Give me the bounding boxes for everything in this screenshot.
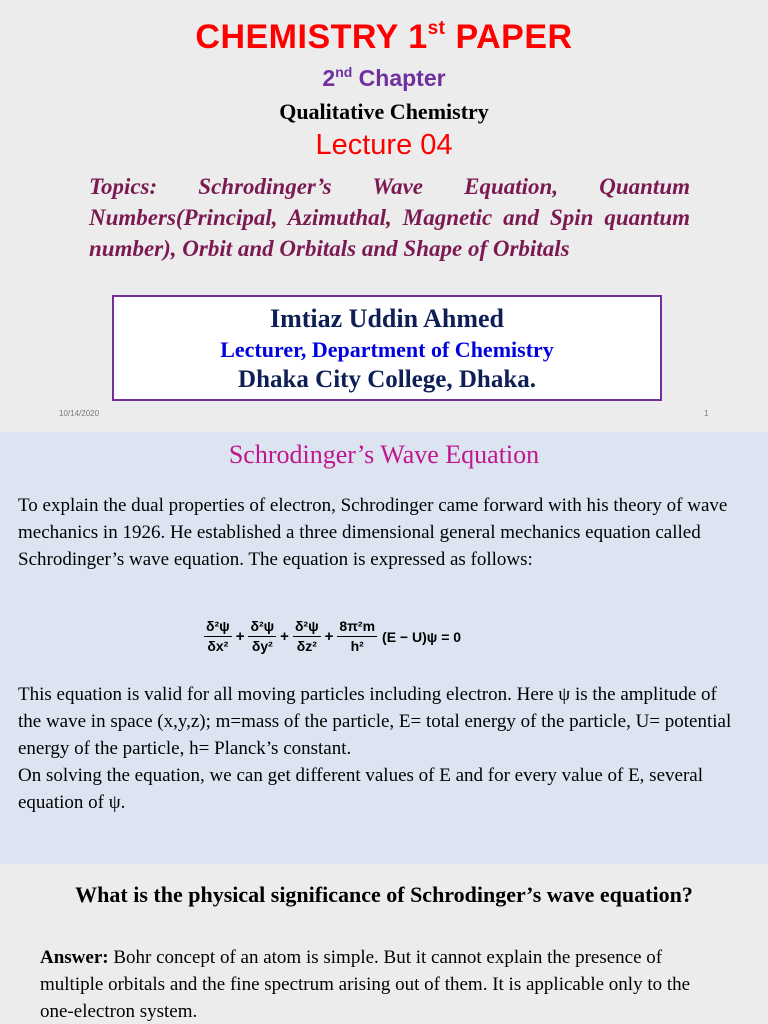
- course-title: [0, 18, 768, 57]
- author-college: Dhaka City College, Dhaka.: [238, 366, 536, 393]
- slide-page-number: 1: [704, 409, 709, 418]
- course-title-sup: st: [427, 18, 446, 39]
- fraction-x: [204, 618, 232, 655]
- plus-sign: +: [280, 628, 289, 645]
- fraction-x-numerator: δ²ψ: [204, 618, 232, 637]
- question-heading: What is the physical significance of Schrodinger’s wave equation?: [75, 882, 693, 907]
- fraction-constant-numerator: 8π²m: [337, 618, 377, 637]
- author-position: Lecturer, Department of Chemistry: [220, 337, 554, 362]
- title-slide: [0, 0, 768, 430]
- fraction-y: [248, 618, 276, 655]
- plus-sign: +: [324, 628, 334, 645]
- lecture-number: Lecture 04: [315, 129, 453, 161]
- answer-label: Answer:: [40, 947, 109, 968]
- author-name: Imtiaz Uddin Ahmed: [269, 304, 505, 333]
- slide-date: 10/14/2020: [59, 409, 100, 418]
- answer-paragraph: [40, 944, 716, 1024]
- fraction-z-denominator: δz²: [296, 638, 317, 654]
- topics-text: Topics: Schrodinger’s Wave Equation, Quantum Numbers(Principal, Azimuthal, Magnetic and Spin quantum number), Orbit and Orbitals and Shape of Orbitals: [89, 174, 690, 261]
- course-title-rest: PAPER: [445, 18, 573, 56]
- fraction-z: [293, 618, 321, 655]
- course-title-main: CHEMISTRY 1: [195, 18, 428, 56]
- fraction-y-numerator: δ²ψ: [248, 618, 276, 637]
- fraction-x-denominator: δx²: [207, 638, 229, 654]
- wave-equation-slide: [0, 432, 768, 864]
- plus-sign: +: [235, 628, 245, 645]
- significance-slide: [0, 866, 768, 1024]
- fraction-z-numerator: δ²ψ: [293, 618, 321, 637]
- equation-tail: (E − U)ψ = 0: [382, 628, 462, 645]
- explanation-text: This equation is valid for all moving particles including electron. Here ψ is the amplitude of the wave in space (x,y,z); m=mass of the particle, E= total energy of the particle, U= potential energy of the particle, h= Planck’s constant.: [18, 684, 732, 759]
- chapter-number: 2: [322, 65, 336, 91]
- explanation-paragraph: [18, 681, 736, 816]
- chapter-title: [0, 64, 768, 92]
- fraction-y-denominator: δy²: [251, 638, 273, 654]
- schrodinger-equation: [203, 618, 461, 655]
- section-heading: Schrodinger’s Wave Equation: [228, 440, 540, 469]
- solution-text: On solving the equation, we can get different values of E and for every value of E, several equation of ψ.: [18, 765, 703, 813]
- intro-paragraph: To explain the dual properties of electron, Schrodinger came forward with his theory of wave mechanics in 1926. He established a three dimensional general mechanics equation called Schrodinger’s wave equation. The equation is expressed as follows:: [18, 495, 728, 570]
- author-box: [112, 295, 662, 401]
- answer-text: Bohr concept of an atom is simple. But it cannot explain the presence of multiple orbitals and the fine spectrum arising out of them. It is applicable only to the one-electron system.: [40, 947, 691, 1022]
- fraction-constant: [337, 618, 377, 655]
- chapter-sup: nd: [335, 64, 353, 80]
- chapter-label: Chapter: [352, 65, 446, 91]
- fraction-constant-denominator: h²: [350, 638, 364, 654]
- subject-title: Qualitative Chemistry: [279, 99, 489, 124]
